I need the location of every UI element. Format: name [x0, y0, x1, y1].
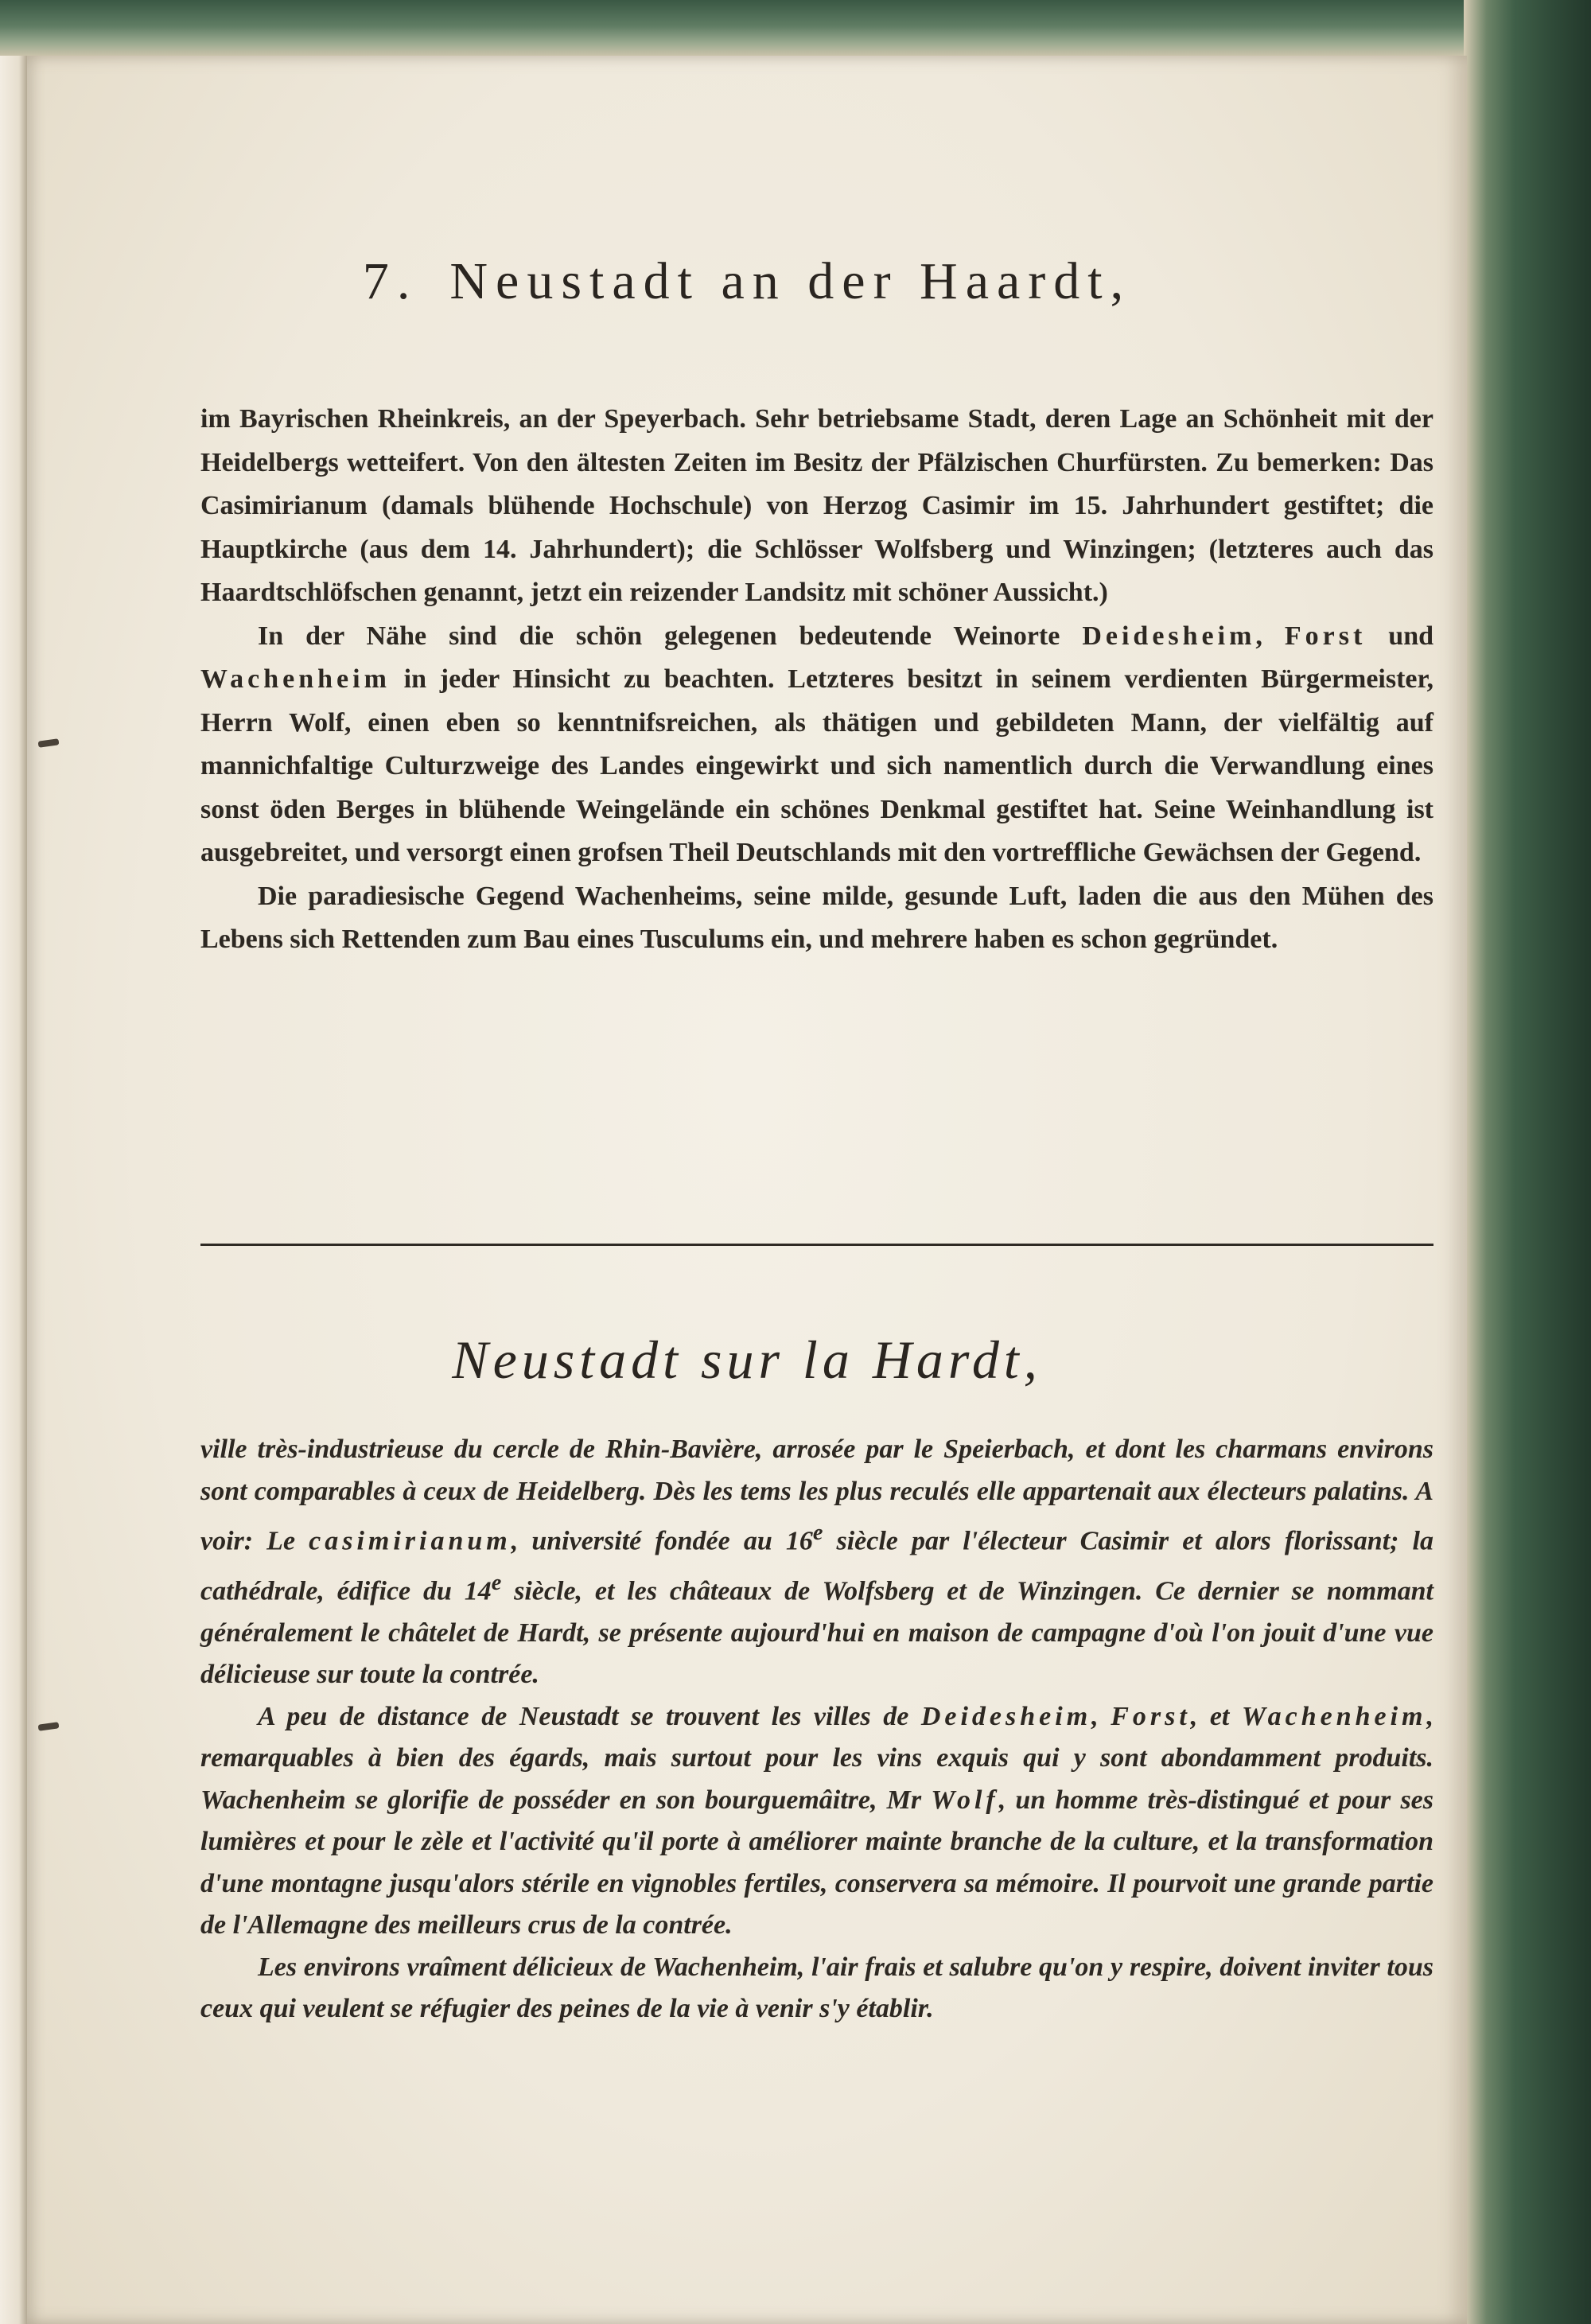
margin-pencil-mark: [38, 738, 60, 748]
german-title: Neustadt an der Haardt,: [449, 252, 1132, 310]
german-paragraph-3: Die paradiesische Gegend Wachenheims, seine milde, gesunde Luft, laden die aus den Mühen des Lebens sich Rettenden zum Bau eines Tusculums ein, und mehrere haben es schon gegründet.: [200, 881, 1433, 954]
lieu-forst: Forst: [1111, 1701, 1191, 1731]
term-casimirianum: casimirianum: [309, 1526, 512, 1556]
place-forst: Forst: [1284, 621, 1367, 651]
book-page: [27, 56, 1467, 2324]
german-paragraph-1: im Bayrischen Rheinkreis, an der Speyerbach. Sehr betriebsame Stadt, deren Lage an Schönheit mit der Heidelbergs wetteifert. Von den ältesten Zeiten im Besitz der Pfälzischen Churfürsten. Zu bemerken: Das Casimirianum (damals blühende Hochschule) von Herzog Casimir im 15. Jahrhundert gestiftet; die Hauptkirche (aus dem 14. Jahrhundert); die Schlösser Wolfsberg und Winzingen; (letzteres auch das Haardtschlöfschen genannt, jetzt ein reizender Landsitz mit schöner Aussicht.): [200, 404, 1433, 607]
place-deidesheim: Deidesheim: [1082, 621, 1256, 651]
german-paragraph-2: In der Nähe sind die schön gelegenen bedeutende Weinorte Deidesheim, Forst und Wachenheim in jeder Hinsicht zu beachten. Letzteres besitzt in seinem verdienten Bürgermeister, Herrn Wolf, einen eben so kenntnifsreichen, als thätigen und gebildeten Mann, der vielfältig auf mannichfaltige Culturzweige des Landes eingewirkt und sich namentlich durch die Verwandlung eines sonst öden Berges in blühende Weingelände ein schönes Denkmal gestiftet hat. Seine Weinhandlung ist ausgebreitet, und versorgt einen grofsen Theil Deutschlands mit den vortreffliche Gewächsen der Gegend.: [200, 621, 1434, 867]
french-title: Neustadt sur la Hardt,: [452, 1329, 1042, 1390]
french-paragraph-2: A peu de distance de Neustadt se trouvent les villes de Deidesheim, Forst, et Wachenheim, remarquables à bien des égards, mais surtout pour les vins exquis qui y sont abondamment produits. Wachenheim se glorifie de posséder en son bourguemâitre, Mr Wolf, un homme très-distingué et pour ses lumières et pour le zèle et l'activité qu'il porte à améliorer mainte branche de la culture, et la transformation d'une montagne jusqu'alors stérile en vignobles fertiles, conservera sa mémoire. Il pourvoit une grande partie de l'Allemagne des meilleurs crus de la contrée.: [200, 1701, 1434, 1941]
name-wolf: Wolf: [931, 1785, 999, 1815]
french-section: [200, 1429, 1433, 2030]
section-number: 7.: [362, 252, 418, 310]
french-paragraph-3: Les environs vraîment délicieux de Wachenheim, l'air frais et salubre qu'on y respire, doivent inviter tous ceux qui veulent se réfugier des peines de la vie à venir s'y établir.: [200, 1952, 1433, 2024]
french-paragraph-1: ville très-industrieuse du cercle de Rhin-Bavière, arrosée par le Speierbach, et dont les charmans environs sont comparables à ceux de Heidelberg. Dès les tems les plus reculés elle appartenait aux électeurs palatins. A voir: Le casimirianum, université fondée au 16e siècle par l'électeur Casimir et alors florissant; la cathédrale, édifice du 14e siècle, et les châteaux de Wolfsberg et de Winzingen. Ce dernier se nommant généralement le châtelet de Hardt, se présente aujourd'hui en maison de campagne d'où l'on jouit d'une vue délicieuse sur toute la contrée.: [200, 1434, 1433, 1690]
book-top-edge: [0, 0, 1591, 57]
section-divider: [200, 1244, 1433, 1246]
margin-pencil-mark: [38, 1722, 60, 1731]
place-wachenheim: Wachenheim: [200, 664, 391, 694]
book-cover-edge: [1464, 0, 1591, 2324]
german-section: [200, 398, 1433, 962]
adjacent-page-edge: [0, 56, 27, 2324]
lieu-deidesheim: Deidesheim: [920, 1701, 1092, 1731]
lieu-wachenheim: Wachenheim: [1241, 1701, 1427, 1731]
german-heading: [27, 251, 1467, 312]
